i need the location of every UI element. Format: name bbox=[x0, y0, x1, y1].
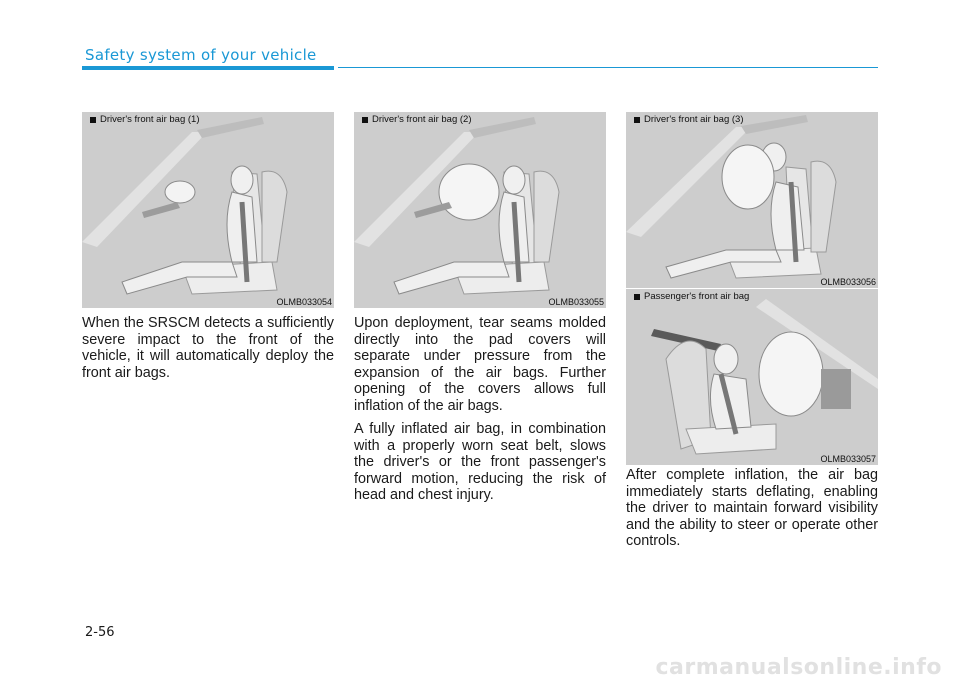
figure-code: OLMB033055 bbox=[548, 297, 604, 307]
figure-driver-airbag-1 bbox=[82, 112, 334, 308]
driver-airbag-illustration-1 bbox=[82, 112, 334, 308]
passenger-airbag-illustration bbox=[626, 289, 878, 465]
figure-driver-airbag-2 bbox=[354, 112, 606, 308]
paragraph: Upon deployment, tear seams molded directly into the pad covers will separate under pressure from the expansion of the air bags. Further opening of the covers allows full inflation of the air bags. bbox=[354, 315, 606, 414]
column-left-text bbox=[82, 315, 334, 388]
figure-passenger-airbag bbox=[626, 288, 878, 465]
figure-caption: Driver's front air bag (3) bbox=[634, 114, 743, 125]
driver-airbag-illustration-2 bbox=[354, 112, 606, 308]
section-title: Safety system of your vehicle bbox=[85, 46, 317, 64]
figure-caption: Driver's front air bag (1) bbox=[90, 114, 199, 125]
figure-caption: Driver's front air bag (2) bbox=[362, 114, 471, 125]
header-rule-thin bbox=[338, 67, 878, 68]
bullet-icon bbox=[634, 117, 640, 123]
page-number: 2-56 bbox=[85, 625, 115, 640]
driver-airbag-illustration-3 bbox=[626, 112, 878, 288]
figure-code: OLMB033057 bbox=[820, 454, 876, 464]
watermark: carmanualsonline.info bbox=[655, 655, 942, 680]
paragraph: When the SRSCM detects a sufficiently severe impact to the front of the vehicle, it will automatically deploy the front air bags. bbox=[82, 315, 334, 381]
bullet-icon bbox=[362, 117, 368, 123]
paragraph: A fully inflated air bag, in combination with a properly worn seat belt, slows the driver's or the front passenger's forward motion, reducing the risk of head and chest injury. bbox=[354, 421, 606, 503]
column-right-text bbox=[626, 467, 878, 557]
column-middle-text bbox=[354, 315, 606, 511]
figure-code: OLMB033056 bbox=[820, 277, 876, 287]
figure-code: OLMB033054 bbox=[276, 297, 332, 307]
paragraph: After complete inflation, the air bag immediately starts deflating, enabling the driver to maintain forward visibility and the ability to steer or operate other controls. bbox=[626, 467, 878, 549]
figure-driver-airbag-3 bbox=[626, 112, 878, 288]
header-rule-thick bbox=[82, 66, 334, 70]
bullet-icon bbox=[90, 117, 96, 123]
figure-caption: Passenger's front air bag bbox=[634, 291, 749, 302]
bullet-icon bbox=[634, 294, 640, 300]
